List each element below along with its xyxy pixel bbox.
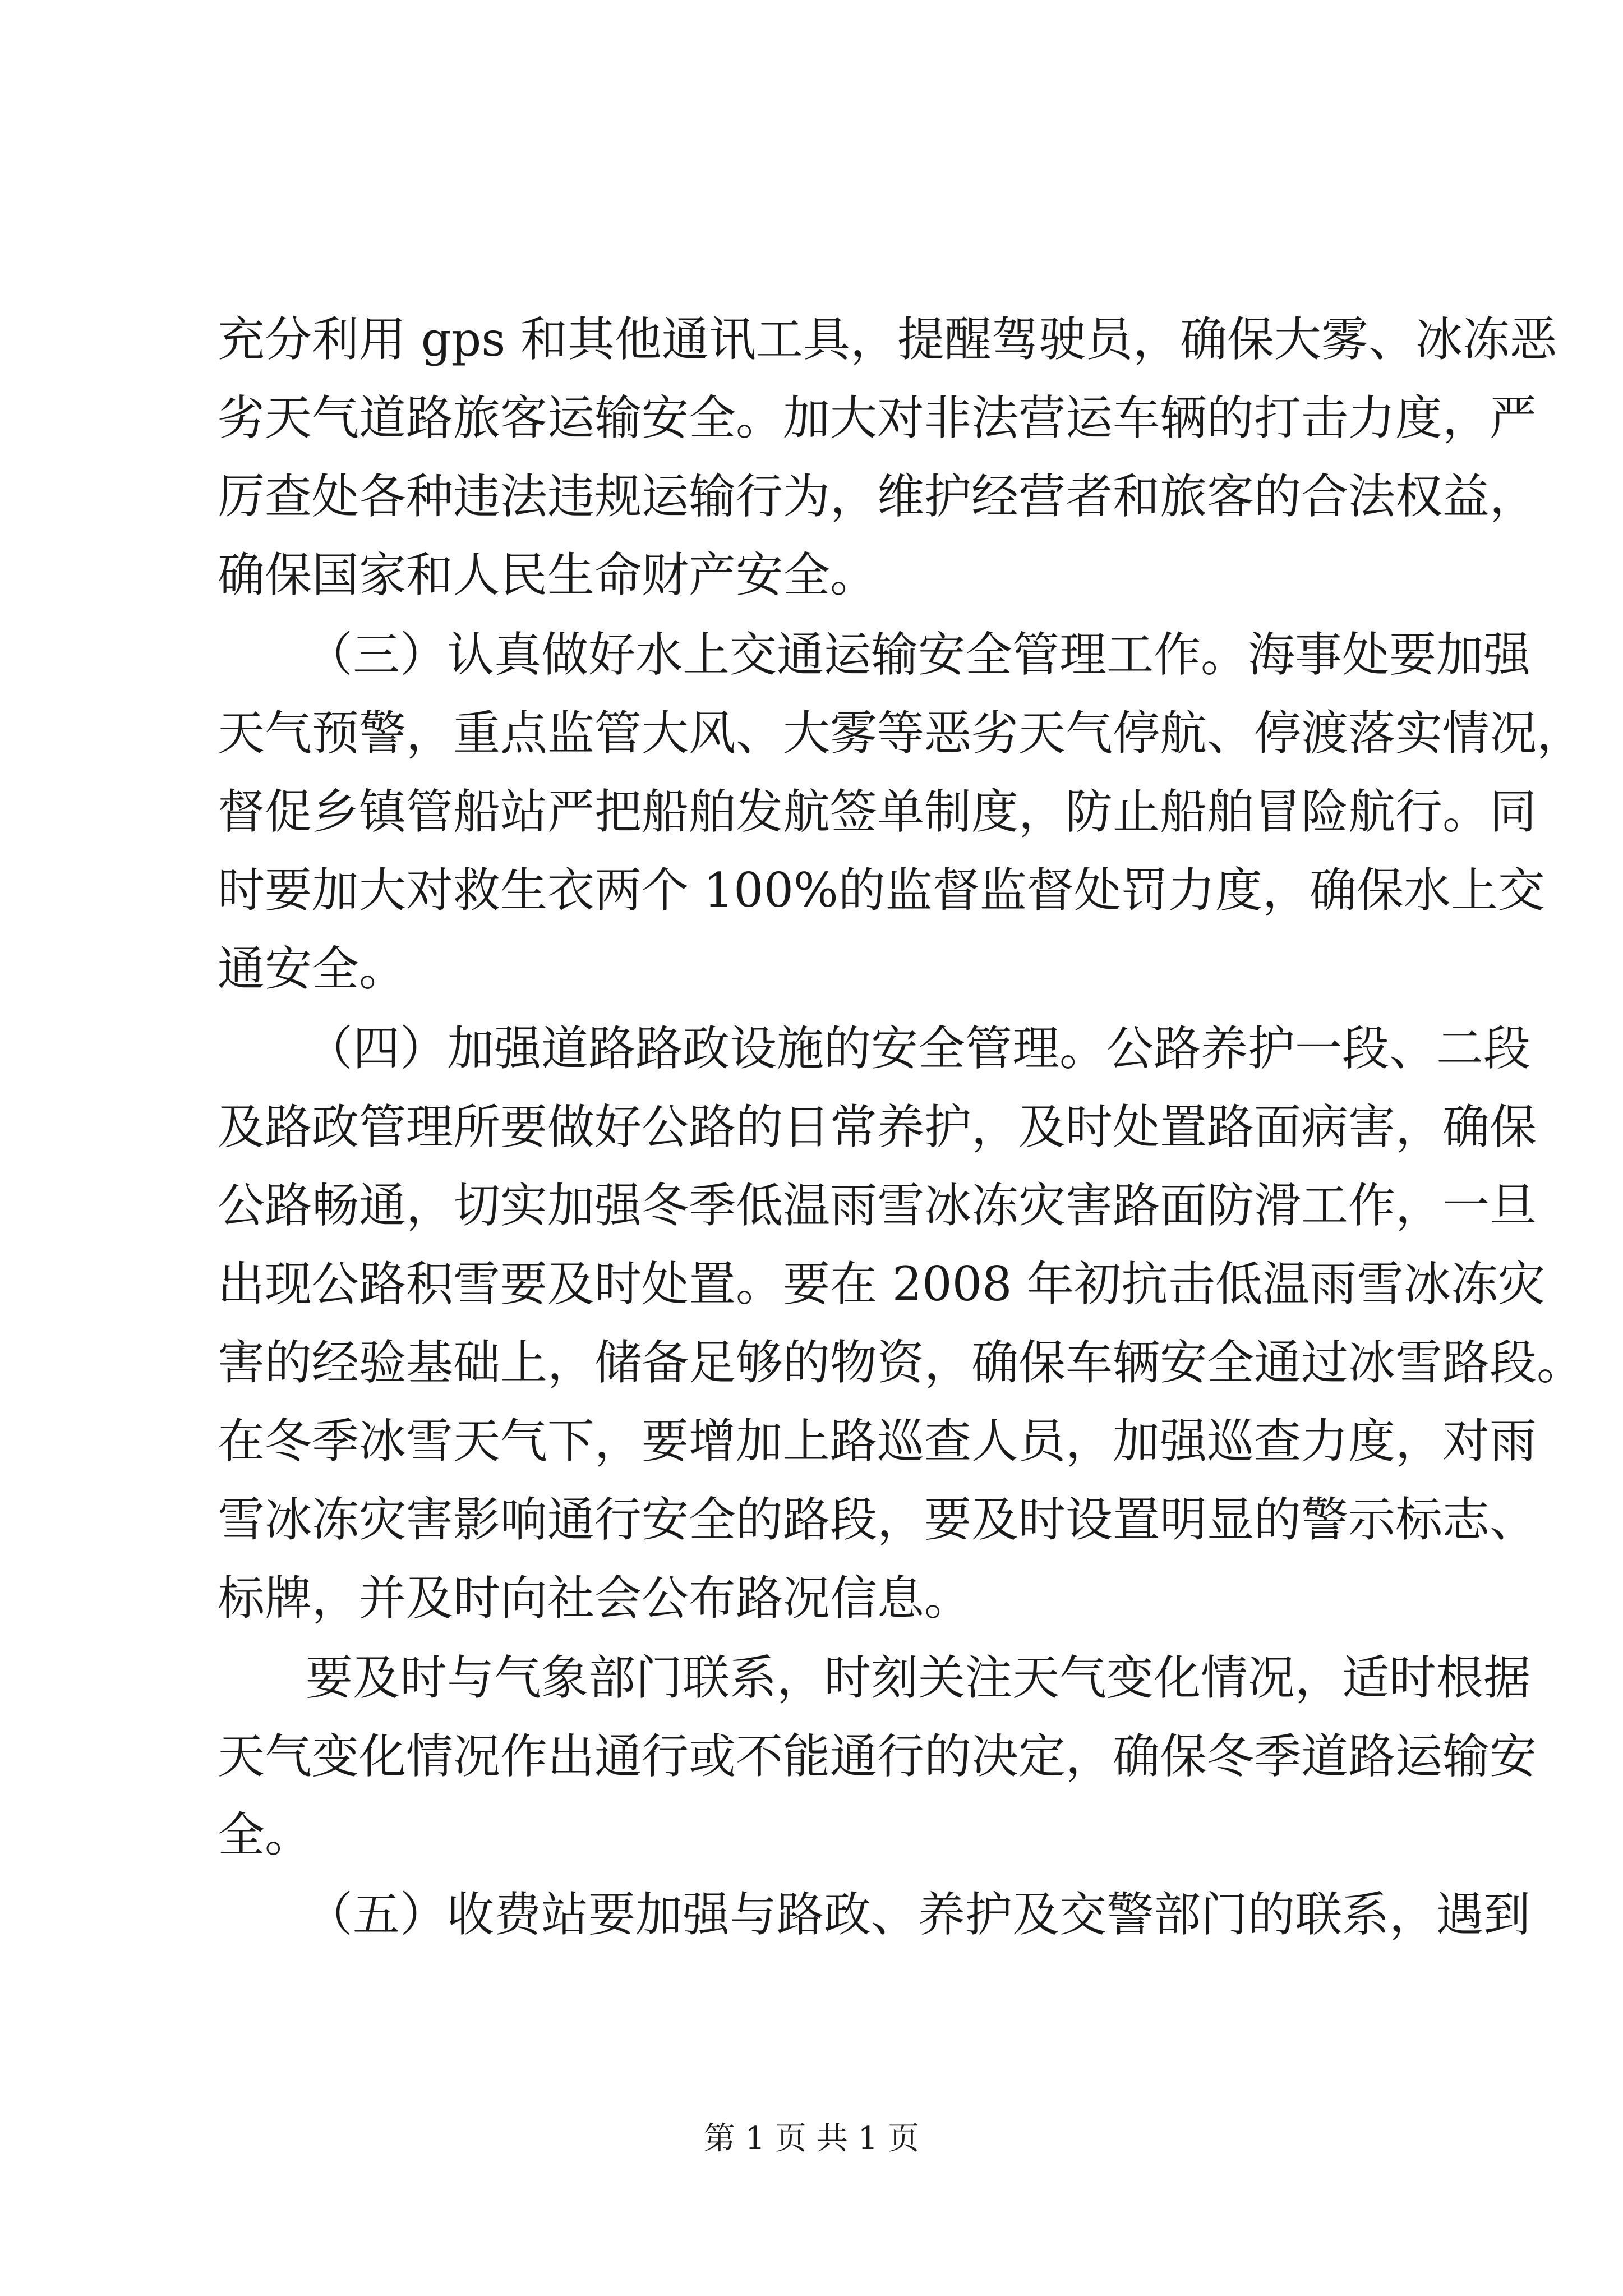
body-line-2: 劣天气道路旅客运输安全。加大对非法营运车辆的打击力度，严 (218, 390, 1537, 445)
body-line-20: 全。 (218, 1807, 312, 1862)
body-line-12: 公路畅通，切实加强冬季低温雨雪冰冻灾害路面防滑工作，一旦 (218, 1178, 1537, 1233)
body-line-8: 时要加大对救生衣两个 100%的监督监督处罚力度，确保水上交 (218, 863, 1545, 918)
body-line-7: 督促乡镇管船站严把船舶发航签单制度，防止船舶冒险航行。同 (218, 784, 1537, 839)
body-line-21: （五）收费站要加强与路政、养护及交警部门的联系，遇到 (306, 1887, 1531, 1942)
body-line-15: 在冬季冰雪天气下，要增加上路巡查人员，加强巡查力度，对雨 (218, 1414, 1537, 1469)
body-line-11: 及路政管理所要做好公路的日常养护，及时处置路面病害，确保 (218, 1099, 1537, 1154)
body-line-19: 天气变化情况作出通行或不能通行的决定，确保冬季道路运输安 (218, 1729, 1537, 1784)
body-line-16: 雪冰冻灾害影响通行安全的路段，要及时设置明显的警示标志、 (218, 1492, 1537, 1547)
body-line-9: 通安全。 (218, 941, 407, 996)
body-line-18: 要及时与气象部门联系，时刻关注天气变化情况，适时根据 (306, 1650, 1531, 1705)
body-line-1: 充分利用 gps 和其他通讯工具，提醒驾驶员，确保大雾、冰冻恶 (218, 312, 1557, 367)
body-line-14: 害的经验基础上，储备足够的物资，确保车辆安全通过冰雪路段。 (218, 1335, 1584, 1390)
body-line-10: （四）加强道路路政设施的安全管理。公路养护一段、二段 (306, 1021, 1531, 1076)
page-footer: 第 1 页 共 1 页 (703, 2120, 920, 2157)
body-line-3: 厉查处各种违法违规运输行为，维护经营者和旅客的合法权益， (218, 469, 1537, 524)
body-line-17: 标牌，并及时向社会公布路况信息。 (218, 1571, 972, 1626)
body-line-5: （三）认真做好水上交通运输安全管理工作。海事处要加强 (306, 627, 1531, 682)
body-line-13: 出现公路积雪要及时处置。要在 2008 年初抗击低温雨雪冰冻灾 (218, 1257, 1546, 1312)
body-line-4: 确保国家和人民生命财产安全。 (218, 547, 878, 602)
body-line-6: 天气预警，重点监管大风、大雾等恶劣天气停航、停渡落实情况， (218, 706, 1584, 761)
